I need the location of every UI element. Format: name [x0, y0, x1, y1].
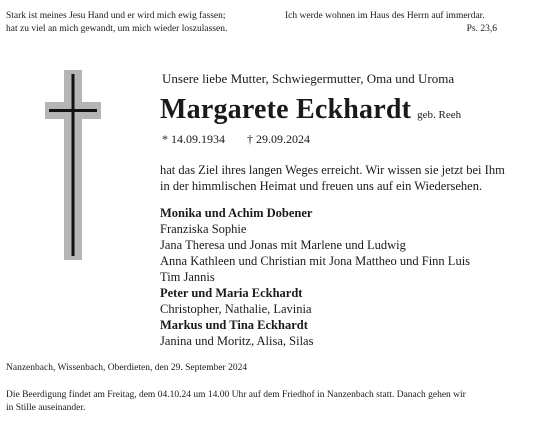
burial-notice: [6, 389, 536, 414]
deceased-name: Margarete Eckhardt: [160, 94, 412, 125]
message: [160, 162, 540, 194]
verse-right-source: Ps. 23,6: [466, 23, 497, 34]
family-member: Christopher, Nathalie, Lavinia: [160, 302, 312, 316]
burial-line-1: Die Beerdigung findet am Freitag, dem 04.10.24 um 14.00 Uhr auf dem Friedhof in Nanzenbach statt. Danach gehen wir: [6, 390, 466, 400]
message-line-2: in der himmlischen Heimat und freuen uns auf ein Wiedersehen.: [160, 179, 483, 193]
intro-text: Unsere liebe Mutter, Schwiegermutter, Oma und Uroma: [162, 71, 455, 86]
place-date: Nanzenbach, Wissenbach, Oberdieten, den 29. September 2024: [6, 363, 248, 373]
cross-icon: [45, 70, 101, 260]
verse-right: [285, 10, 497, 35]
birth-date: * 14.09.1934: [162, 132, 225, 146]
deceased-name-block: [160, 94, 461, 126]
verse-left: [6, 10, 296, 35]
family-member: Jana Theresa und Jonas mit Marlene und Ludwig: [160, 238, 406, 252]
family-group-head: Monika und Achim Dobener: [160, 206, 313, 220]
family-list: [160, 205, 540, 349]
family-member: Janina und Moritz, Alisa, Silas: [160, 334, 314, 348]
message-line-1: hat das Ziel ihres langen Weges erreicht. Wir wissen sie jetzt bei Ihm: [160, 163, 505, 177]
death-date: † 29.09.2024: [247, 132, 310, 146]
cross-inner-vertical: [72, 74, 75, 256]
cross-inner-horizontal: [49, 109, 97, 112]
family-member: Anna Kathleen und Christian mit Jona Mattheo und Finn Luis: [160, 254, 471, 268]
family-member: Franziska Sophie: [160, 222, 247, 236]
life-dates: [162, 132, 310, 147]
family-group-head: Peter und Maria Eckhardt: [160, 286, 303, 300]
maiden-name: geb. Reeh: [417, 109, 462, 121]
verse-left-line-2: hat zu viel an mich gewandt, um mich wieder loszulassen.: [6, 23, 228, 34]
family-member: Tim Jannis: [160, 270, 215, 284]
family-group-head: Markus und Tina Eckhardt: [160, 318, 308, 332]
verse-left-line-1: Stark ist meines Jesu Hand und er wird mich ewig fassen;: [6, 11, 226, 21]
verse-right-line-1: Ich werde wohnen im Haus des Herrn auf immerdar.: [285, 11, 485, 21]
burial-line-2: in Stille auseinander.: [6, 402, 86, 413]
